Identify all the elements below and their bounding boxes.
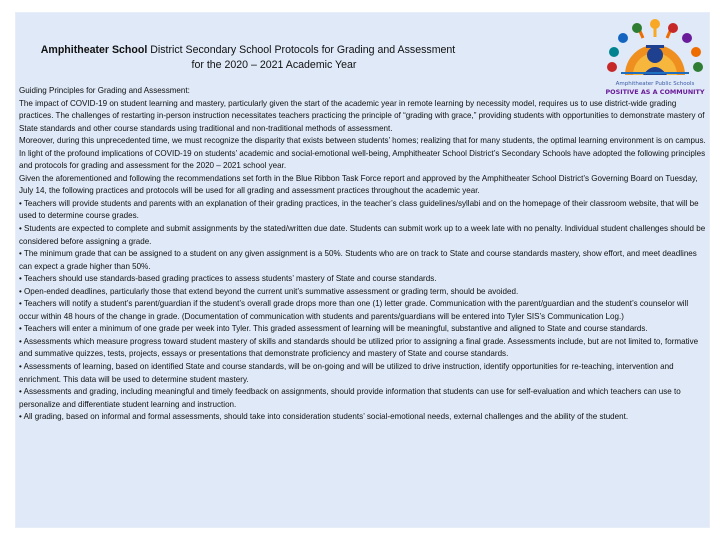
logo-badge-icon: [650, 19, 660, 29]
title-line-1-rest: District Secondary School Protocols for Grading and Assessment: [147, 44, 456, 56]
logo-student-icon: [647, 47, 663, 63]
intro-paragraph: Moreover, during this unprecedented time, we must recognize the disparity that exists between students’ homes; realizing that for many students, the optimal learning environment is on campus.: [19, 136, 706, 146]
intro-paragraph: Given the aforementioned and following the recommendations set forth in the Blue Ribbon Task Force report and approved by the Amphitheater School District’s Governing Board on Tuesday, July 14, the following practices and protocols will be used for all grading and assessment practices throughout the academic year.: [19, 173, 698, 196]
bullet-item: • Teachers should use standards-based grading practices to assess students’ mastery of State and course standards.: [19, 274, 437, 284]
logo-caption-large: POSITIVE AS A COMMUNITY: [605, 88, 705, 96]
logo-badge-icon: [691, 47, 701, 57]
logo-badge-icon: [609, 47, 619, 57]
section-heading: Guiding Principles for Grading and Assessment:: [19, 86, 190, 95]
title-district-name: Amphitheater School: [40, 44, 148, 56]
bullet-item: • Students are expected to complete and submit assignments by the stated/written due date. Students can submit work up to a week late with no penalty. Individual student challenges should be considered before assigning a grade.: [19, 224, 706, 246]
intro-paragraph: The impact of COVID-19 on student learning and mastery, particularly given the start of the academic year in remote learning by necessity model, requires us to use district-wide grading practices. The challenges of restarting in-person instruction necessitates teachers practicing the principle of “grading with grace,” providing students with opportunities to demonstrate mastery of State standards and other course standards using traditional and non-traditional methods of assessment.: [19, 98, 705, 133]
title-line-1: [16, 43, 476, 58]
bullet-item: • Open-ended deadlines, particularly those that extend beyond the current unit’s summative assessment or grading term, should be avoided.: [19, 286, 519, 296]
document-page: [15, 12, 710, 528]
bullet-item: • Teachers will provide students and parents with an explanation of their grading practices, in the teacher’s class guidelines/syllabi and on the homepage of their classroom website, that will be used to determine course grades.: [19, 198, 699, 221]
bullet-item: • All grading, based on informal and formal assessments, should take into consideration students’ social-emotional needs, external challenges and the ability of the student.: [19, 412, 629, 422]
logo-badge-icon: [607, 62, 617, 72]
logo-badge-icon: [632, 23, 642, 33]
bullet-item: • Assessments which measure progress toward student mastery of skills and standards should be utilized prior to assigning a final grade. Assessments include, but are not limited to, formative and summative quizzes, tests, projects, essays or presentations that demonstrate proficiency and mastery of State and course standards.: [19, 336, 699, 359]
logo-badge-icon: [682, 33, 692, 43]
logo-badge-icon: [668, 23, 678, 33]
document-body: [19, 85, 707, 424]
logo-badge-icon: [693, 62, 703, 72]
bullet-item: • Teachers will enter a minimum of one grade per week into Tyler. This graded assessment of learning will be meaningful, substantive and aligned to State and course standards.: [19, 324, 648, 334]
logo-caption-small: Amphitheater Public Schools: [615, 81, 695, 87]
title-line-2: for the 2020 – 2021 Academic Year: [191, 59, 357, 71]
document-title: [16, 43, 476, 73]
bullet-item: • Assessments of learning, based on identified State and course standards, will be on-going and will be utilized to drive instruction, identify opportunities for re-teaching, intervention and enrichment. This data will be used to determine student mastery.: [19, 362, 674, 384]
bullet-item: • The minimum grade that can be assigned to a student on any given assignment is a 50%. Students who are on track to State and course standards mastery, show effort, and meet deadlines can expect a grade higher than 50%.: [19, 249, 697, 271]
logo-badge-icon: [618, 33, 628, 43]
intro-paragraph: In light of the profound implications of COVID-19 on students’ academic and social-emotional well-being, Amphitheater School District’s Secondary Schools have adopted the following principles and protocols for grading and assessment for the 2020 – 2021 school year.: [19, 148, 706, 171]
bullet-item: • Assessments and grading, including meaningful and timely feedback on assignments, should provide information that students can use for self-evaluation and which teachers can use to personalize and differentiate student learning and instruction.: [19, 387, 681, 409]
bullet-item: • Teachers will notify a student’s parent/guardian if the student’s overall grade drops more than one (1) letter grade. Communication with the parent/guardian and the student’s counselor will occur within 48 hours of the change in grade. (Documentation of communication with students and parents/guardians will be entered into Tyler SIS’s Communication Log.): [19, 299, 689, 321]
